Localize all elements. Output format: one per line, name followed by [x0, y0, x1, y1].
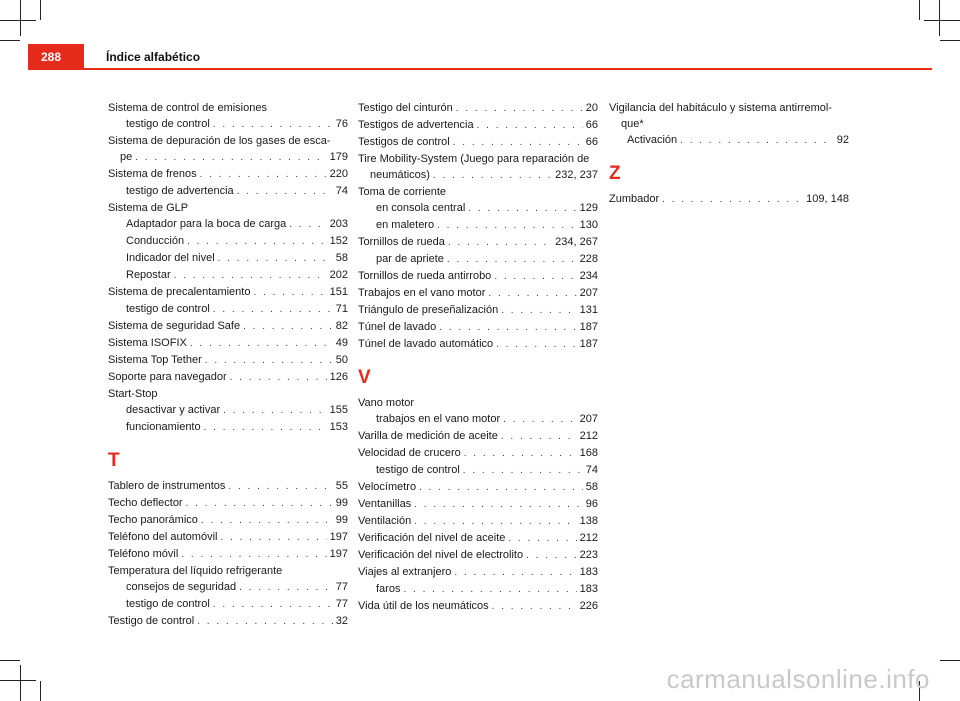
entry-term: Vano motor — [358, 397, 415, 409]
entry-term: Sistema de control de emisiones — [108, 102, 267, 114]
entry-term: Tornillos de rueda antirrobo — [358, 270, 492, 282]
page-reference[interactable]: 168 — [579, 447, 598, 459]
page-reference[interactable]: 32 — [335, 615, 348, 627]
crop-mark — [20, 665, 21, 701]
entry-term: Temperatura del líquido refrigerante — [108, 565, 283, 577]
page-reference[interactable]: 74 — [585, 464, 598, 476]
leader-dots — [468, 201, 576, 217]
page-reference[interactable]: 109, 148 — [806, 193, 849, 205]
index-subentry — [108, 233, 348, 250]
entry-term: Adaptador para la boca de carga — [126, 218, 287, 230]
page-reference[interactable]: 74 — [335, 185, 348, 197]
leader-dots — [680, 133, 834, 149]
index-entry — [108, 133, 348, 149]
index-entry — [358, 100, 598, 117]
index-entry — [108, 335, 348, 352]
entry-term: testigo de control — [126, 303, 210, 315]
watermark: carmanualsonline.info — [666, 664, 930, 694]
index-entry — [358, 268, 598, 285]
leader-dots — [414, 514, 576, 530]
page-reference[interactable]: 151 — [329, 286, 348, 298]
index-entry — [108, 352, 348, 369]
page-reference[interactable]: 130 — [579, 219, 598, 231]
entry-term: Toma de corriente — [358, 186, 447, 198]
index-entry — [358, 117, 598, 134]
leader-dots — [464, 446, 577, 462]
leader-dots — [456, 101, 583, 117]
index-entry — [358, 598, 598, 615]
page-reference[interactable]: 82 — [335, 320, 348, 332]
page-reference[interactable]: 234 — [579, 270, 598, 282]
index-entry — [108, 529, 348, 546]
index-entry — [108, 478, 348, 495]
index-entry — [358, 302, 598, 319]
entry-term: Testigos de advertencia — [358, 119, 474, 131]
entry-term: faros — [376, 583, 401, 595]
entry-term: Zumbador — [609, 193, 660, 205]
index-letter-heading: Z — [609, 163, 621, 184]
index-entry — [358, 547, 598, 564]
crop-mark — [20, 0, 21, 36]
entry-term: Verificación del nivel de aceite — [358, 532, 506, 544]
index-subentry — [108, 116, 348, 133]
entry-term: par de apriete — [376, 253, 444, 265]
leader-dots — [201, 513, 333, 529]
entry-term: en maletero — [376, 219, 435, 231]
index-entry — [609, 191, 849, 208]
crop-mark — [0, 20, 36, 21]
index-letter-heading: T — [108, 450, 120, 471]
page-title: Índice alfabético — [106, 50, 201, 64]
leader-dots — [190, 336, 333, 352]
entry-term: Sistema ISOFIX — [108, 337, 187, 349]
page-reference[interactable]: 226 — [579, 600, 598, 612]
entry-term: Sistema de precalentamiento — [108, 286, 251, 298]
page-reference[interactable]: 187 — [579, 338, 598, 350]
index-subentry — [358, 411, 598, 428]
leader-dots — [213, 597, 333, 613]
entry-term: Testigo del cinturón — [358, 102, 453, 114]
leader-dots — [230, 370, 327, 386]
entry-term: Techo deflector — [108, 497, 183, 509]
page-reference[interactable]: 153 — [329, 421, 348, 433]
leader-dots — [433, 168, 552, 184]
page-reference[interactable]: 77 — [335, 598, 348, 610]
leader-dots — [496, 337, 576, 353]
leader-dots — [492, 599, 577, 615]
entry-term: testigo de advertencia — [126, 185, 234, 197]
crop-mark — [940, 40, 960, 41]
entry-term: Repostar — [126, 269, 171, 281]
entry-term: Vigilancia del habitáculo y sistema antirremol- — [609, 102, 832, 114]
page-reference[interactable]: 71 — [335, 303, 348, 315]
entry-term: Velocímetro — [358, 481, 417, 493]
crop-mark — [0, 40, 20, 41]
entry-term: funcionamiento — [126, 421, 201, 433]
page-reference[interactable]: 234, 267 — [555, 236, 598, 248]
leader-dots — [187, 234, 327, 250]
page-reference[interactable]: 126 — [329, 371, 348, 383]
page-reference[interactable]: 197 — [329, 548, 348, 560]
leader-dots — [662, 192, 803, 208]
entry-term: Túnel de lavado — [358, 321, 437, 333]
entry-term: Teléfono móvil — [108, 548, 179, 560]
page-reference[interactable]: 152 — [329, 235, 348, 247]
entry-term: Sistema de seguridad Safe — [108, 320, 241, 332]
entry-term: Sistema de frenos — [108, 168, 197, 180]
entry-term: Soporte para navegador — [108, 371, 227, 383]
index-entry — [108, 369, 348, 386]
index-column-1 — [108, 100, 348, 630]
entry-term: testigo de control — [376, 464, 460, 476]
entry-term: consejos de seguridad — [126, 581, 237, 593]
index-column-3 — [609, 100, 849, 208]
leader-dots — [223, 403, 326, 419]
index-entry — [358, 285, 598, 302]
leader-dots — [463, 463, 583, 479]
index-subentry — [358, 581, 598, 598]
entry-term: Sistema de GLP — [108, 202, 189, 214]
index-subentry — [358, 200, 598, 217]
entry-term: Ventilación — [358, 515, 412, 527]
page-reference[interactable]: 96 — [585, 498, 598, 510]
leader-dots — [253, 285, 326, 301]
entry-term: Tablero de instrumentos — [108, 480, 226, 492]
index-entry — [609, 100, 849, 116]
index-entry — [358, 134, 598, 151]
crop-mark — [924, 20, 960, 21]
page-reference[interactable]: 66 — [585, 119, 598, 131]
entry-term: Sistema de depuración de los gases de esca- — [108, 135, 331, 147]
leader-dots — [197, 614, 333, 630]
leader-dots — [174, 268, 327, 284]
leader-dots — [437, 218, 577, 234]
index-subentry — [108, 301, 348, 318]
index-entry — [108, 512, 348, 529]
page-reference[interactable]: 99 — [335, 514, 348, 526]
crop-mark — [0, 680, 36, 681]
page-number: 288 — [28, 44, 84, 70]
index-entry — [358, 445, 598, 462]
page-reference[interactable]: 77 — [335, 581, 348, 593]
index-entry — [358, 564, 598, 581]
leader-dots — [237, 184, 333, 200]
entry-term: Túnel de lavado automático — [358, 338, 494, 350]
leader-dots — [213, 302, 333, 318]
page-reference[interactable]: 232, 237 — [555, 169, 598, 181]
index-entry — [358, 496, 598, 513]
page-reference[interactable]: 220 — [329, 168, 348, 180]
crop-mark — [40, 681, 41, 701]
entry-term: Teléfono del automóvil — [108, 531, 218, 543]
page-reference[interactable]: 49 — [335, 337, 348, 349]
entry-term: testigo de control — [126, 118, 210, 130]
index-entry — [108, 318, 348, 335]
index-entry — [108, 613, 348, 630]
index-entry — [358, 167, 598, 184]
header-rule — [84, 68, 932, 70]
index-subentry — [108, 183, 348, 200]
index-subentry — [358, 217, 598, 234]
entry-term: desactivar y activar — [126, 404, 221, 416]
page-reference[interactable]: 155 — [329, 404, 348, 416]
leader-dots — [501, 429, 577, 445]
page-reference[interactable]: 223 — [579, 549, 598, 561]
page-reference[interactable]: 197 — [329, 531, 348, 543]
entry-term: Start-Stop — [108, 388, 158, 400]
page-reference[interactable]: 92 — [836, 134, 849, 146]
leader-dots — [454, 565, 576, 581]
page-reference[interactable]: 58 — [585, 481, 598, 493]
leader-dots — [447, 252, 577, 268]
leader-dots — [186, 496, 333, 512]
leader-dots — [220, 530, 326, 546]
leader-dots — [477, 118, 583, 134]
index-column-2 — [358, 100, 598, 615]
entry-term: Testigos de control — [358, 136, 450, 148]
index-entry — [108, 546, 348, 563]
index-subentry — [108, 579, 348, 596]
leader-dots — [501, 303, 576, 319]
entry-term: Activación — [627, 134, 678, 146]
leader-dots — [239, 580, 333, 596]
index-subentry — [108, 250, 348, 267]
index-entry — [358, 151, 598, 167]
index-entry — [108, 200, 348, 216]
crop-mark — [940, 660, 960, 661]
crop-mark — [939, 0, 940, 36]
leader-dots — [526, 548, 577, 564]
index-entry — [108, 166, 348, 183]
entry-term: Vida útil de los neumáticos — [358, 600, 489, 612]
index-entry — [108, 495, 348, 512]
leader-dots — [228, 479, 332, 495]
index-entry — [358, 234, 598, 251]
page-reference[interactable]: 55 — [335, 480, 348, 492]
index-subentry — [108, 402, 348, 419]
page-reference[interactable]: 20 — [585, 102, 598, 114]
index-entry — [108, 563, 348, 579]
crop-mark — [919, 0, 920, 20]
leader-dots — [205, 353, 333, 369]
entry-term: neumáticos) — [370, 169, 430, 181]
leader-dots — [289, 217, 326, 233]
page-reference[interactable]: 212 — [579, 532, 598, 544]
entry-term: trabajos en el vano motor — [376, 413, 501, 425]
page-reference[interactable]: 228 — [579, 253, 598, 265]
page-reference[interactable]: 212 — [579, 430, 598, 442]
page-reference[interactable]: 207 — [579, 287, 598, 299]
leader-dots — [453, 135, 583, 151]
index-subentry — [609, 132, 849, 149]
index-entry — [358, 395, 598, 411]
page-reference[interactable]: 207 — [579, 413, 598, 425]
entry-term: Viajes al extranjero — [358, 566, 452, 578]
entry-term: en consola central — [376, 202, 466, 214]
index-subentry — [358, 251, 598, 268]
index-entry — [609, 116, 849, 132]
leader-dots — [414, 497, 583, 513]
entry-term: Velocidad de crucero — [358, 447, 461, 459]
page-reference[interactable]: 50 — [335, 354, 348, 366]
index-entry — [358, 479, 598, 496]
entry-term: Indicador del nivel — [126, 252, 215, 264]
page-reference[interactable]: 129 — [579, 202, 598, 214]
page-reference[interactable]: 203 — [329, 218, 348, 230]
entry-term: Conducción — [126, 235, 185, 247]
leader-dots — [213, 117, 333, 133]
page-reference[interactable]: 183 — [579, 566, 598, 578]
crop-mark — [40, 0, 41, 20]
index-subentry — [358, 462, 598, 479]
page-reference[interactable]: 138 — [579, 515, 598, 527]
entry-term: Triángulo de preseñalización — [358, 304, 499, 316]
entry-term: que* — [621, 118, 644, 130]
entry-term: Ventanillas — [358, 498, 412, 510]
index-entry — [358, 319, 598, 336]
index-entry — [358, 184, 598, 200]
page-reference[interactable]: 66 — [585, 136, 598, 148]
page-reference[interactable]: 179 — [329, 151, 348, 163]
index-entry — [108, 100, 348, 116]
leader-dots — [503, 412, 577, 428]
index-entry — [358, 336, 598, 353]
index-entry — [108, 149, 348, 166]
leader-dots — [135, 150, 326, 166]
index-entry — [358, 513, 598, 530]
index-subentry — [108, 596, 348, 613]
entry-term: Sistema Top Tether — [108, 354, 202, 366]
page-reference[interactable]: 99 — [335, 497, 348, 509]
page-reference[interactable]: 131 — [579, 304, 598, 316]
entry-term: Tornillos de rueda — [358, 236, 445, 248]
index-subentry — [108, 267, 348, 284]
leader-dots — [439, 320, 576, 336]
index-subentry — [108, 216, 348, 233]
entry-term: Trabajos en el vano motor — [358, 287, 486, 299]
index-subentry — [108, 419, 348, 436]
leader-dots — [488, 286, 576, 302]
page-reference[interactable]: 183 — [579, 583, 598, 595]
page-reference[interactable]: 76 — [335, 118, 348, 130]
crop-mark — [0, 660, 20, 661]
index-entry — [108, 386, 348, 402]
entry-term: Verificación del nivel de electrolito — [358, 549, 524, 561]
index-entry — [358, 428, 598, 445]
page-reference[interactable]: 187 — [579, 321, 598, 333]
page-reference[interactable]: 58 — [335, 252, 348, 264]
index-letter-heading: V — [358, 367, 371, 388]
leader-dots — [494, 269, 576, 285]
index-entry — [358, 530, 598, 547]
leader-dots — [448, 235, 552, 251]
leader-dots — [200, 167, 327, 183]
entry-term: Testigo de control — [108, 615, 195, 627]
leader-dots — [204, 420, 327, 436]
leader-dots — [243, 319, 333, 335]
page-reference[interactable]: 202 — [329, 269, 348, 281]
leader-dots — [181, 547, 326, 563]
entry-term: Tire Mobility-System (Juego para reparación de — [358, 153, 590, 165]
entry-term: Varilla de medición de aceite — [358, 430, 498, 442]
leader-dots — [218, 251, 333, 267]
entry-term: Techo panorámico — [108, 514, 198, 526]
leader-dots — [419, 480, 583, 496]
entry-term: pe — [120, 151, 133, 163]
leader-dots — [403, 582, 576, 598]
index-entry — [108, 284, 348, 301]
leader-dots — [508, 531, 576, 547]
entry-term: testigo de control — [126, 598, 210, 610]
